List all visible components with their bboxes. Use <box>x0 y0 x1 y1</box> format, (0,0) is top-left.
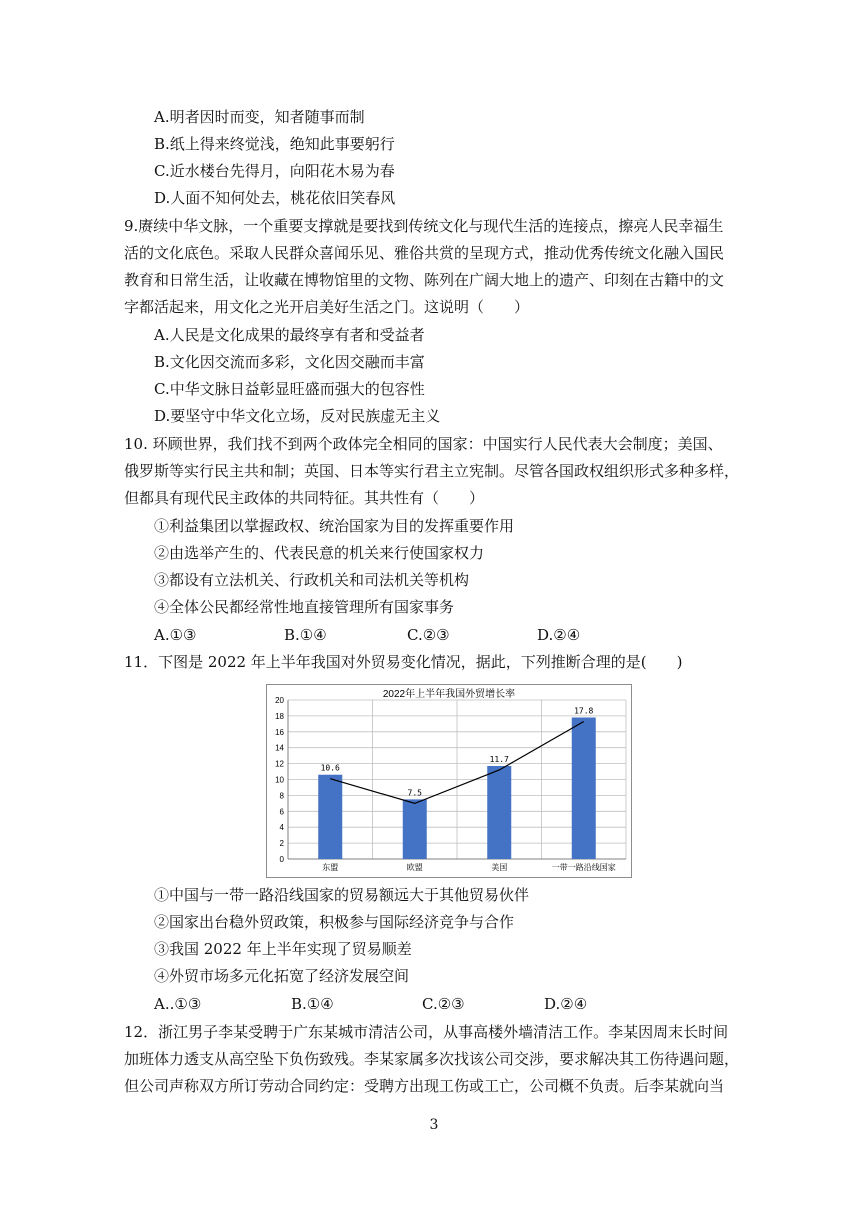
q9-option-a: A.人民是文化成果的最终享有者和受益者 <box>154 326 425 344</box>
bar <box>487 766 511 859</box>
y-tick-label: 0 <box>279 855 284 864</box>
data-label: 17.8 <box>574 706 594 716</box>
y-tick-label: 6 <box>279 807 284 817</box>
x-tick-label: 一带一路沿线国家 <box>551 863 616 872</box>
q11-choice-a: A..①③ <box>154 995 202 1013</box>
y-tick-label: 20 <box>275 696 284 705</box>
q10-stem-line-1: 10. 环顾世界，我们找不到两个政体完全相同的国家：中国实行人民代表大会制度；美国、 <box>124 435 723 453</box>
q10-choice-d: D.②④ <box>537 626 581 644</box>
q8-option-b: B.纸上得来终觉浅，绝知此事要躬行 <box>154 135 395 153</box>
q8-option-c: C.近水楼台先得月，向阳花木易为春 <box>154 162 395 180</box>
y-tick-label: 4 <box>279 823 284 833</box>
data-label: 10.6 <box>320 763 340 773</box>
q10-statement-3: ③都设有立法机关、行政机关和司法机关等机构 <box>154 571 470 589</box>
x-tick-label: 美国 <box>491 863 508 872</box>
q10-choice-c: C.②③ <box>407 626 450 644</box>
q12-stem-line-1: 12．浙江男子李某受聘于广东某城市清洁公司，从事高楼外墙清洁工作。李某因周末长时间 <box>124 1023 729 1041</box>
data-label: 7.5 <box>407 788 422 798</box>
q10-choice-b: B.①④ <box>284 626 327 644</box>
data-label: 11.7 <box>489 754 509 764</box>
q11-statement-1: ①中国与一带一路沿线国家的贸易额远大于其他贸易伙伴 <box>154 886 530 904</box>
q9-stem-line-1: 9.赓续中华文脉，一个重要支撑就是要找到传统文化与现代生活的连接点，擦亮人民幸福生 <box>124 217 724 235</box>
q11-statement-4: ④外贸市场多元化拓宽了经济发展空间 <box>154 967 410 985</box>
y-tick-label: 18 <box>275 711 284 721</box>
q10-stem-line-3: 但都具有现代民主政体的共同特征。其共性有（ ） <box>124 489 485 507</box>
q10-stem-line-2: 俄罗斯等实行民主共和制；英国、日本等实行君主立宪制。尽管各国政权组织形式多种多样， <box>124 462 740 480</box>
q10-statement-1: ①利益集团以掌握政权、统治国家为目的发挥重要作用 <box>154 517 515 535</box>
q9-option-c: C.中华文脉日益彰显旺盛而强大的包容性 <box>154 380 425 398</box>
x-tick-label: 东盟 <box>322 863 339 872</box>
q11-statement-2: ②国家出台稳外贸政策，积极参与国际经济竞争与合作 <box>154 913 515 931</box>
y-tick-label: 10 <box>275 775 284 785</box>
y-tick-label: 16 <box>275 727 284 737</box>
bar <box>318 775 342 859</box>
page-number: 3 <box>429 1117 439 1133</box>
q10-statement-2: ②由选举产生的、代表民意的机关来行使国家权力 <box>154 544 485 562</box>
y-tick-label: 12 <box>275 759 284 769</box>
x-tick-label: 欧盟 <box>406 863 423 872</box>
q12-stem-line-2: 加班体力透支从高空坠下负伤致残。李某家属多次找该公司交涉，要求解决其工伤待遇问题， <box>124 1050 740 1068</box>
q11-choice-b: B.①④ <box>291 995 334 1013</box>
q9-option-b: B.文化因交流而多彩，文化因交融而丰富 <box>154 353 425 371</box>
q10-choice-a: A.①③ <box>154 626 197 644</box>
chart-title: 2022年上半年我国外贸增长率 <box>382 689 516 700</box>
q8-option-d: D.人面不知何处去，桃花依旧笑春风 <box>154 189 396 207</box>
q12-stem-line-3: 但公司声称双方所订劳动合同约定：受聘方出现工伤或工亡，公司概不负责。后李某就向当 <box>124 1077 725 1095</box>
q11-stem: 11．下图是 2022 年上半年我国对外贸易变化情况，据此，下列推断合理的是( ) <box>124 653 683 671</box>
q9-stem-line-3: 教育和日常生活，让收藏在博物馆里的文物、陈列在广阔大地上的遗产、印刻在古籍中的文 <box>124 271 725 289</box>
q8-option-a: A.明者因时而变，知者随事而制 <box>154 108 365 126</box>
q11-choice-c: C.②③ <box>422 995 465 1013</box>
q10-statement-4: ④全体公民都经常性地直接管理所有国家事务 <box>154 598 455 616</box>
q9-option-d: D.要坚守中华文化立场，反对民族虚无主义 <box>154 407 441 425</box>
trade-growth-chart <box>266 684 632 878</box>
bar <box>572 717 596 859</box>
y-tick-label: 2 <box>279 839 284 849</box>
q11-choice-d: D.②④ <box>544 995 588 1013</box>
y-tick-label: 14 <box>275 743 284 753</box>
q9-stem-line-2: 活的文化底色。采取人民群众喜闻乐见、雅俗共赏的呈现方式，推动优秀传统文化融入国民 <box>124 244 725 262</box>
y-tick-label: 8 <box>279 791 284 801</box>
q11-statement-3: ③我国 2022 年上半年实现了贸易顺差 <box>154 940 412 958</box>
bar <box>403 799 427 859</box>
q9-stem-line-4: 字都活起来，用文化之光开启美好生活之门。这说明（ ） <box>124 298 530 316</box>
